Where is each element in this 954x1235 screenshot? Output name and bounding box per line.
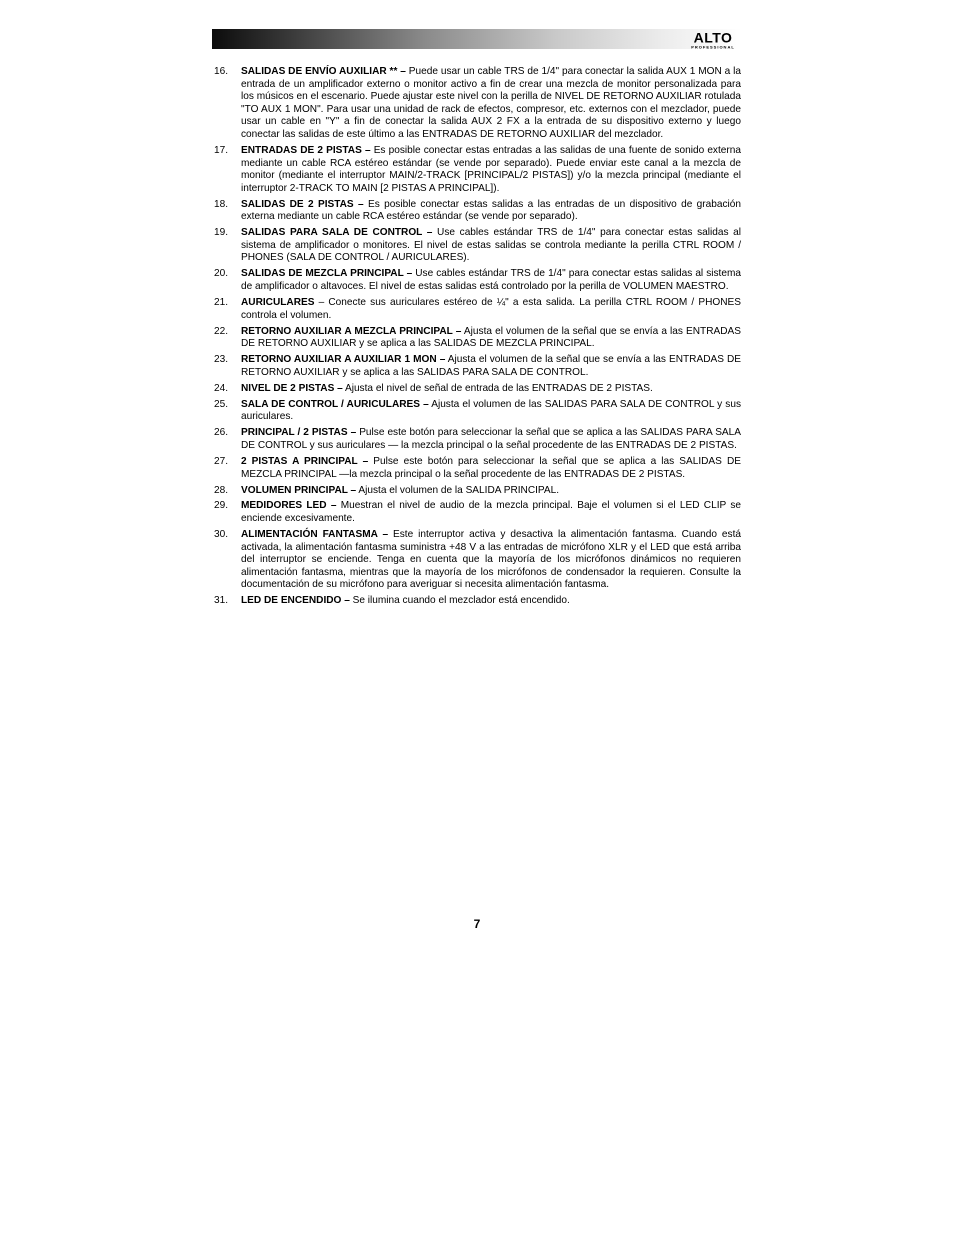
- item-number: 19.: [214, 227, 229, 239]
- item-text: Use cables estándar TRS de 1/4" para conectar estas salidas al sistema de amplificador o altavoces. El nivel de estas salidas está controlado por la perilla de VOLUMEN MAESTRO.: [241, 268, 741, 293]
- item-term: ALIMENTACIÓN FANTASMA –: [241, 529, 389, 541]
- item-text: Ajusta el volumen de la SALIDA PRINCIPAL.: [356, 484, 560, 496]
- list-item: [212, 66, 741, 142]
- item-text: Ajusta el volumen de las SALIDAS PARA SALA DE CONTROL y sus auriculares.: [241, 398, 741, 423]
- item-text: – Conecte sus auriculares estéreo de ¼" a esta salida. La perilla CTRL ROOM / PHONES controla el volumen.: [241, 297, 741, 321]
- item-text: Use cables estándar TRS de 1/4" para conectar estas salidas al sistema de amplificador o monitores. El nivel de estas salidas se controla mediante la perilla CTRL ROOM / PHONES (SALA DE CONTROL / AURICULARES).: [241, 227, 741, 264]
- list-item: [212, 199, 741, 224]
- item-text: Muestran el nivel de audio de la mezcla principal. Baje el volumen si el LED CLIP se enciende excesivamente.: [241, 500, 741, 525]
- item-list: [212, 66, 741, 611]
- list-item: [212, 529, 741, 592]
- item-number: 27.: [214, 455, 229, 467]
- item-term: 2 PISTAS A PRINCIPAL –: [241, 455, 369, 467]
- item-number: 20.: [214, 268, 229, 280]
- item-term: LED DE ENCENDIDO –: [241, 595, 350, 607]
- item-term: VOLUMEN PRINCIPAL –: [241, 484, 357, 496]
- item-term: SALIDAS DE MEZCLA PRINCIPAL –: [241, 268, 413, 280]
- item-number: 23.: [214, 354, 229, 366]
- header-gradient-bar: [212, 29, 742, 49]
- list-item: [212, 500, 741, 525]
- logo-text: ALTO: [693, 31, 733, 46]
- list-item: [212, 456, 741, 481]
- page-number: 7: [473, 917, 481, 931]
- item-term: SALIDAS DE 2 PISTAS –: [241, 198, 364, 210]
- list-item: [212, 326, 741, 351]
- item-term: RETORNO AUXILIAR A MEZCLA PRINCIPAL –: [241, 325, 462, 337]
- list-item: [212, 399, 741, 424]
- item-text: Este interruptor activa y desactiva la alimentación fantasma. Cuando está activada, la alimentación fantasma suministra +48 V a las entradas de micrófono XLR y el LED que está arriba del interruptor se enciende. Tenga en cuenta que la mayoría de los micrófonos dinámicos no requieren alimentación fantasma, mientras que la mayoría de los micrófonos de condensador la requieren. Consulte la documentación de su micrófono para averiguar si necesita alimentación fantasma.: [241, 529, 741, 591]
- item-text: Se ilumina cuando el mezclador está encendido.: [349, 595, 570, 607]
- list-item: [212, 427, 741, 452]
- item-number: 25.: [214, 398, 229, 410]
- item-text: Pulse este botón para seleccionar la señal que se aplica a las SALIDAS DE MEZCLA PRINCIPAL —la mezcla principal o la señal procedente de las ENTRADAS DE 2 PISTAS.: [241, 455, 741, 480]
- list-item: [212, 268, 741, 293]
- item-term: PRINCIPAL / 2 PISTAS –: [241, 427, 357, 439]
- item-number: 30.: [214, 529, 229, 541]
- item-text: Ajusta el nivel de señal de entrada de las ENTRADAS DE 2 PISTAS.: [342, 382, 653, 394]
- item-term: RETORNO AUXILIAR A AUXILIAR 1 MON –: [241, 354, 446, 366]
- list-item: [212, 595, 741, 608]
- item-text: Es posible conectar estas salidas a las entradas de un dispositivo de grabación externa mediante un cable RCA estéreo estándar (se vende por separado).: [241, 198, 742, 223]
- item-number: 24.: [214, 382, 229, 394]
- list-item: [212, 297, 741, 322]
- item-text: Ajusta el volumen de la señal que se envía a las ENTRADAS DE RETORNO AUXILIAR y se aplica a las SALIDAS DE MEZCLA PRINCIPAL.: [241, 325, 741, 350]
- list-item: [212, 227, 741, 265]
- item-text: Pulse este botón para seleccionar la señal que se aplica a las SALIDAS PARA SALA DE CONTROL y sus auriculares — la mezcla principal o la señal procedente de las ENTRADAS DE 2 PISTAS.: [241, 427, 742, 451]
- alto-professional-logo: [684, 31, 742, 49]
- item-text: Ajusta el volumen de la señal que se envía a las ENTRADAS DE RETORNO AUXILIAR y se aplica a las SALIDAS PARA SALA DE CONTROL.: [241, 354, 741, 378]
- item-number: 18.: [214, 198, 229, 210]
- list-item: [212, 354, 741, 379]
- item-number: 31.: [214, 595, 229, 607]
- item-text: Es posible conectar estas entradas a las salidas de una fuente de sonido externa mediante un cable RCA estéreo estándar (se vende por separado). Puede enviar este canal a la mezcla de monitor (mediante el interruptor MAIN/2-TRACK [PRINCIPAL/2 PISTAS]) y/o la mezcla principal (mediante el interruptor 2-TRACK TO MAIN [2 PISTAS A PRINCIPAL]).: [241, 144, 741, 194]
- list-item: [212, 383, 741, 396]
- item-number: 16.: [214, 66, 229, 77]
- item-term: ENTRADAS DE 2 PISTAS –: [241, 144, 371, 156]
- item-number: 17.: [214, 144, 229, 156]
- item-term: NIVEL DE 2 PISTAS –: [241, 382, 343, 394]
- item-term: SALA DE CONTROL / AURICULARES –: [241, 398, 429, 410]
- list-item: [212, 485, 741, 498]
- item-number: 21.: [214, 297, 229, 309]
- item-term: SALIDAS PARA SALA DE CONTROL –: [241, 227, 433, 239]
- item-number: 28.: [214, 484, 229, 496]
- list-item: [212, 145, 741, 195]
- item-number: 26.: [214, 427, 229, 439]
- item-text: Puede usar un cable TRS de 1/4" para conectar la salida AUX 1 MON a la entrada de un amplificador externo o monitor activo a fin de crear una mezcla de monitor personalizada para los músicos en el escenario. Puede ajustar este nivel con la perilla de NIVEL DE RETORNO AUXILIAR rotulada "TO AUX 1 MON". Para usar una unidad de rack de efectos, compresor, etc. externos con el mezclador, puede usar un cable en "Y" a fin de conectar la salida AUX 2 FX a la entrada de su dispositivo externo y luego conectar las salidas de este último a las ENTRADAS DE RETORNO AUXILIAR del mezclador.: [241, 66, 741, 140]
- item-number: 22.: [214, 325, 229, 337]
- item-term: AURICULARES: [241, 297, 315, 309]
- item-term: MEDIDORES LED –: [241, 500, 337, 512]
- item-number: 29.: [214, 500, 229, 512]
- logo-subtext: PROFESSIONAL: [691, 44, 735, 49]
- item-term: SALIDAS DE ENVÍO AUXILIAR ** –: [241, 66, 406, 77]
